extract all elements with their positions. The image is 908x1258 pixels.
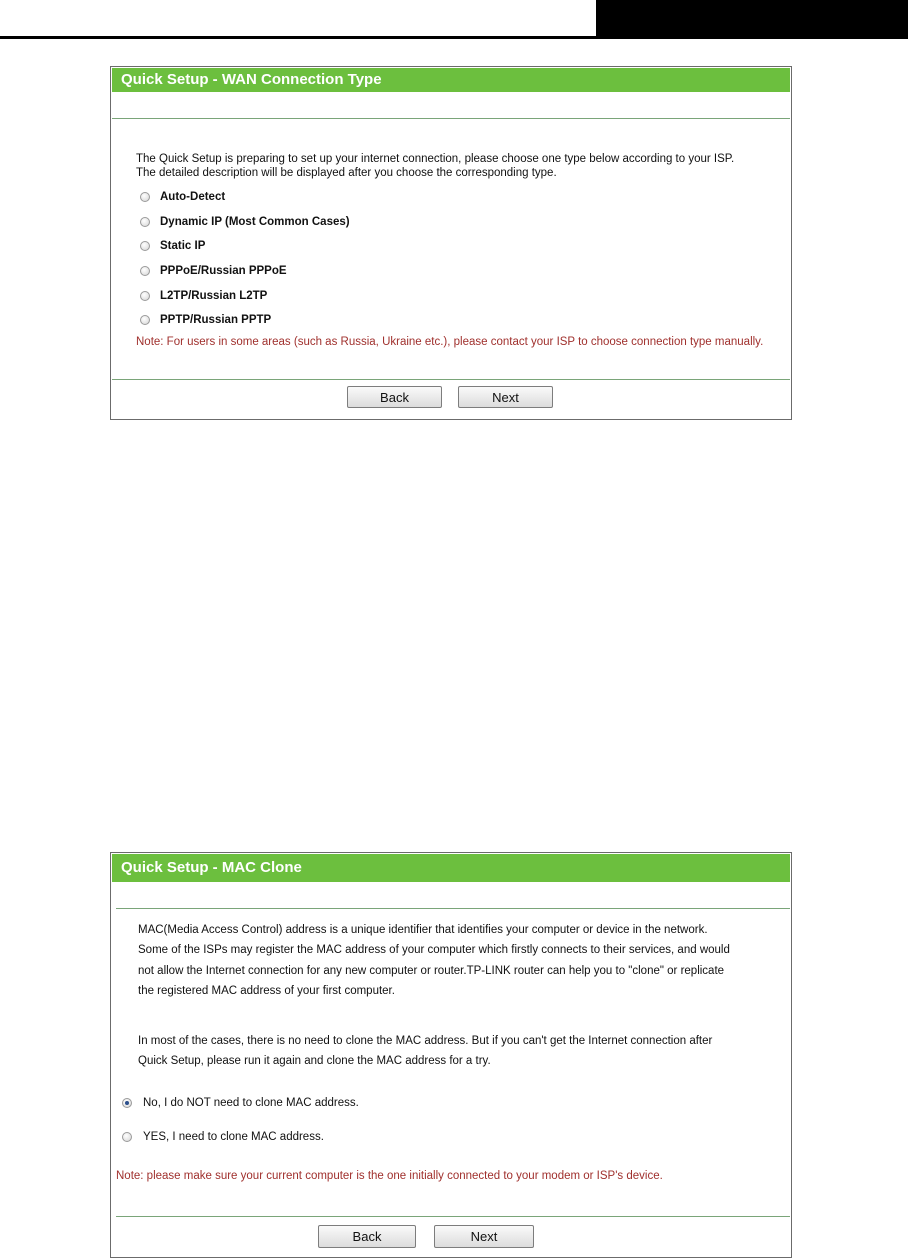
intro-line-1: The Quick Setup is preparing to set up your internet connection, please choose one type below according to your ISP.	[136, 153, 735, 165]
radio-dynamic-ip[interactable]	[140, 217, 150, 227]
header-divider	[112, 118, 790, 119]
mac-clone-panel	[110, 852, 792, 1258]
option-label: L2TP/Russian L2TP	[160, 289, 268, 302]
radio-static-ip[interactable]	[140, 241, 150, 251]
footer-divider	[112, 379, 790, 380]
option-dynamic-ip[interactable]	[140, 210, 350, 235]
radio-pppoe[interactable]	[140, 266, 150, 276]
mac-advice	[138, 1031, 778, 1072]
radio-l2tp[interactable]	[140, 291, 150, 301]
header-divider	[116, 908, 790, 909]
footer-divider	[116, 1216, 790, 1217]
advice-line: In most of the cases, there is no need to clone the MAC address. But if you can't get the Internet connection after	[138, 1035, 713, 1047]
option-clone[interactable]	[122, 1131, 324, 1143]
option-label: YES, I need to clone MAC address.	[143, 1131, 324, 1143]
isp-note: Note: For users in some areas (such as Russia, Ukraine etc.), please contact your ISP to choose connection type manually.	[136, 336, 764, 348]
back-button[interactable]: Back	[347, 386, 442, 408]
description-line: the registered MAC address of your first computer.	[138, 984, 395, 997]
intro-text	[136, 152, 734, 180]
intro-line-2: The detailed description will be displayed after you choose the corresponding type.	[136, 167, 557, 179]
option-pptp[interactable]	[140, 308, 350, 333]
option-static-ip[interactable]	[140, 234, 350, 259]
back-button[interactable]: Back	[318, 1225, 416, 1248]
option-l2tp[interactable]	[140, 283, 350, 308]
description-line: Some of the ISPs may register the MAC address of your computer which firstly connects to their services, and would	[138, 944, 730, 957]
radio-auto-detect[interactable]	[140, 192, 150, 202]
wan-type-radio-group	[140, 185, 350, 333]
advice-line: Quick Setup, please run it again and clone the MAC address for a try.	[138, 1055, 491, 1068]
document-header-block	[596, 0, 908, 39]
option-label: PPPoE/Russian PPPoE	[160, 265, 287, 278]
option-auto-detect[interactable]	[140, 185, 350, 210]
option-label: Static IP	[160, 240, 206, 253]
wan-connection-type-panel	[110, 66, 792, 420]
option-label: Dynamic IP (Most Common Cases)	[160, 215, 350, 228]
next-button[interactable]: Next	[434, 1225, 534, 1248]
description-line: not allow the Internet connection for any new computer or router.TP-LINK router can help you to "clone" or replicate	[138, 964, 725, 977]
option-label: Auto-Detect	[160, 191, 226, 204]
radio-clone[interactable]	[122, 1132, 132, 1142]
device-note: Note: please make sure your current computer is the one initially connected to your modem or ISP's device.	[116, 1170, 663, 1182]
next-button[interactable]: Next	[458, 386, 553, 408]
panel-title: Quick Setup - MAC Clone	[112, 854, 790, 882]
mac-description	[138, 920, 778, 1001]
option-label: No, I do NOT need to clone MAC address.	[143, 1097, 359, 1109]
option-label: PPTP/Russian PPTP	[160, 314, 272, 327]
radio-pptp[interactable]	[140, 315, 150, 325]
radio-no-clone[interactable]	[122, 1098, 132, 1108]
option-no-clone[interactable]	[122, 1097, 359, 1109]
panel-title: Quick Setup - WAN Connection Type	[112, 68, 790, 92]
description-line: MAC(Media Access Control) address is a unique identifier that identifies your computer or device in the network.	[138, 924, 708, 936]
option-pppoe[interactable]	[140, 259, 350, 284]
